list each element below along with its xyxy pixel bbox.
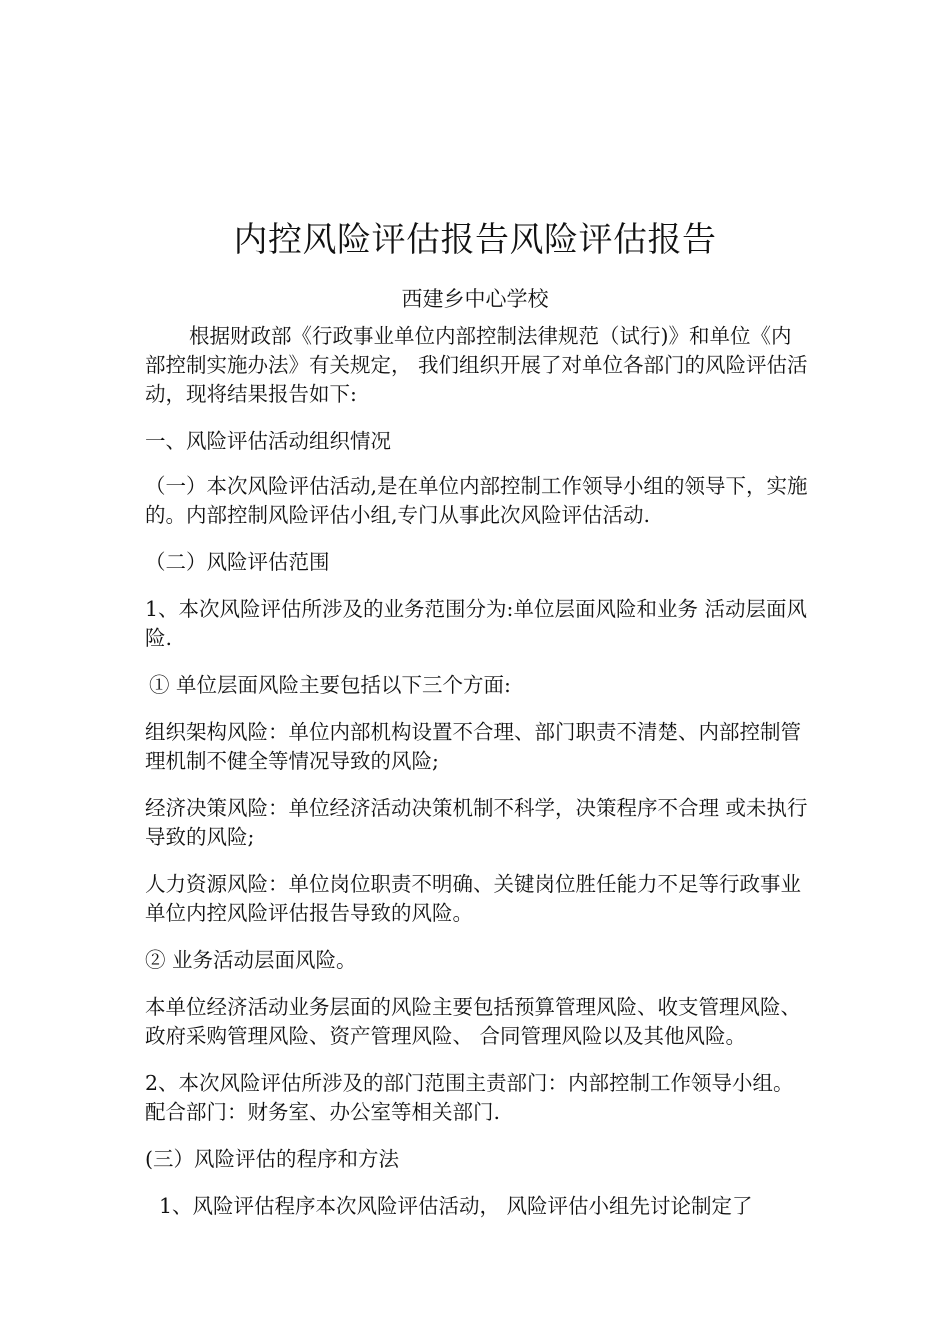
procedure-item-1: 1、风险评估程序本次风险评估活动， 风险评估小组先讨论制定了 [159, 1194, 753, 1218]
scope-item-2: 2、本次风险评估所涉及的部门范围主责部门：内部控制工作领导小组。配合部门：财务室、办公室等相关部门. [145, 1071, 794, 1124]
business-risk-paragraph: 本单位经济活动业务层面的风险主要包括预算管理风险、收支管理风险、政府采购管理风险、资产管理风险、 合同管理风险以及其他风险。 [145, 995, 801, 1048]
unit-level-risk-heading: ① 单位层面风险主要包括以下三个方面: [149, 673, 511, 697]
scope-item-1: 1、本次风险评估所涉及的业务范围分为:单位层面风险和业务 活动层面风险. [145, 597, 807, 650]
document-body [145, 322, 810, 1239]
business-level-risk-heading: ② 业务活动层面风险。 [145, 948, 357, 972]
document-subtitle: 西建乡中心学校 [401, 287, 549, 311]
hr-risk-paragraph: 人力资源风险：单位岗位职责不明确、关键岗位胜任能力不足等行政事业单位内控风险评估报告导致的风险。 [145, 872, 801, 925]
subsection-3-heading: (三）风险评估的程序和方法 [145, 1147, 399, 1171]
section-heading-1: 一、风险评估活动组织情况 [145, 429, 391, 453]
subsection-2-heading: （二）风险评估范围 [145, 550, 330, 574]
organization-risk-paragraph: 组织架构风险：单位内部机构设置不合理、部门职责不清楚、内部控制管理机制不健全等情况导致的风险; [145, 720, 801, 773]
intro-paragraph: 根据财政部《行政事业单位内部控制法律规范（试行)》和单位《内部控制实施办法》有关规定， 我们组织开展了对单位各部门的风险评估活动，现将结果报告如下: [145, 324, 808, 406]
decision-risk-paragraph: 经济决策风险：单位经济活动决策机制不科学，决策程序不合理 或未执行导致的风险; [145, 796, 808, 849]
document-title: 内控风险评估报告风险评估报告 [233, 220, 717, 260]
subsection-1-paragraph: （一）本次风险评估活动,是在单位内部控制工作领导小组的领导下，实施的。内部控制风险评估小组,专门从事此次风险评估活动. [145, 474, 808, 527]
